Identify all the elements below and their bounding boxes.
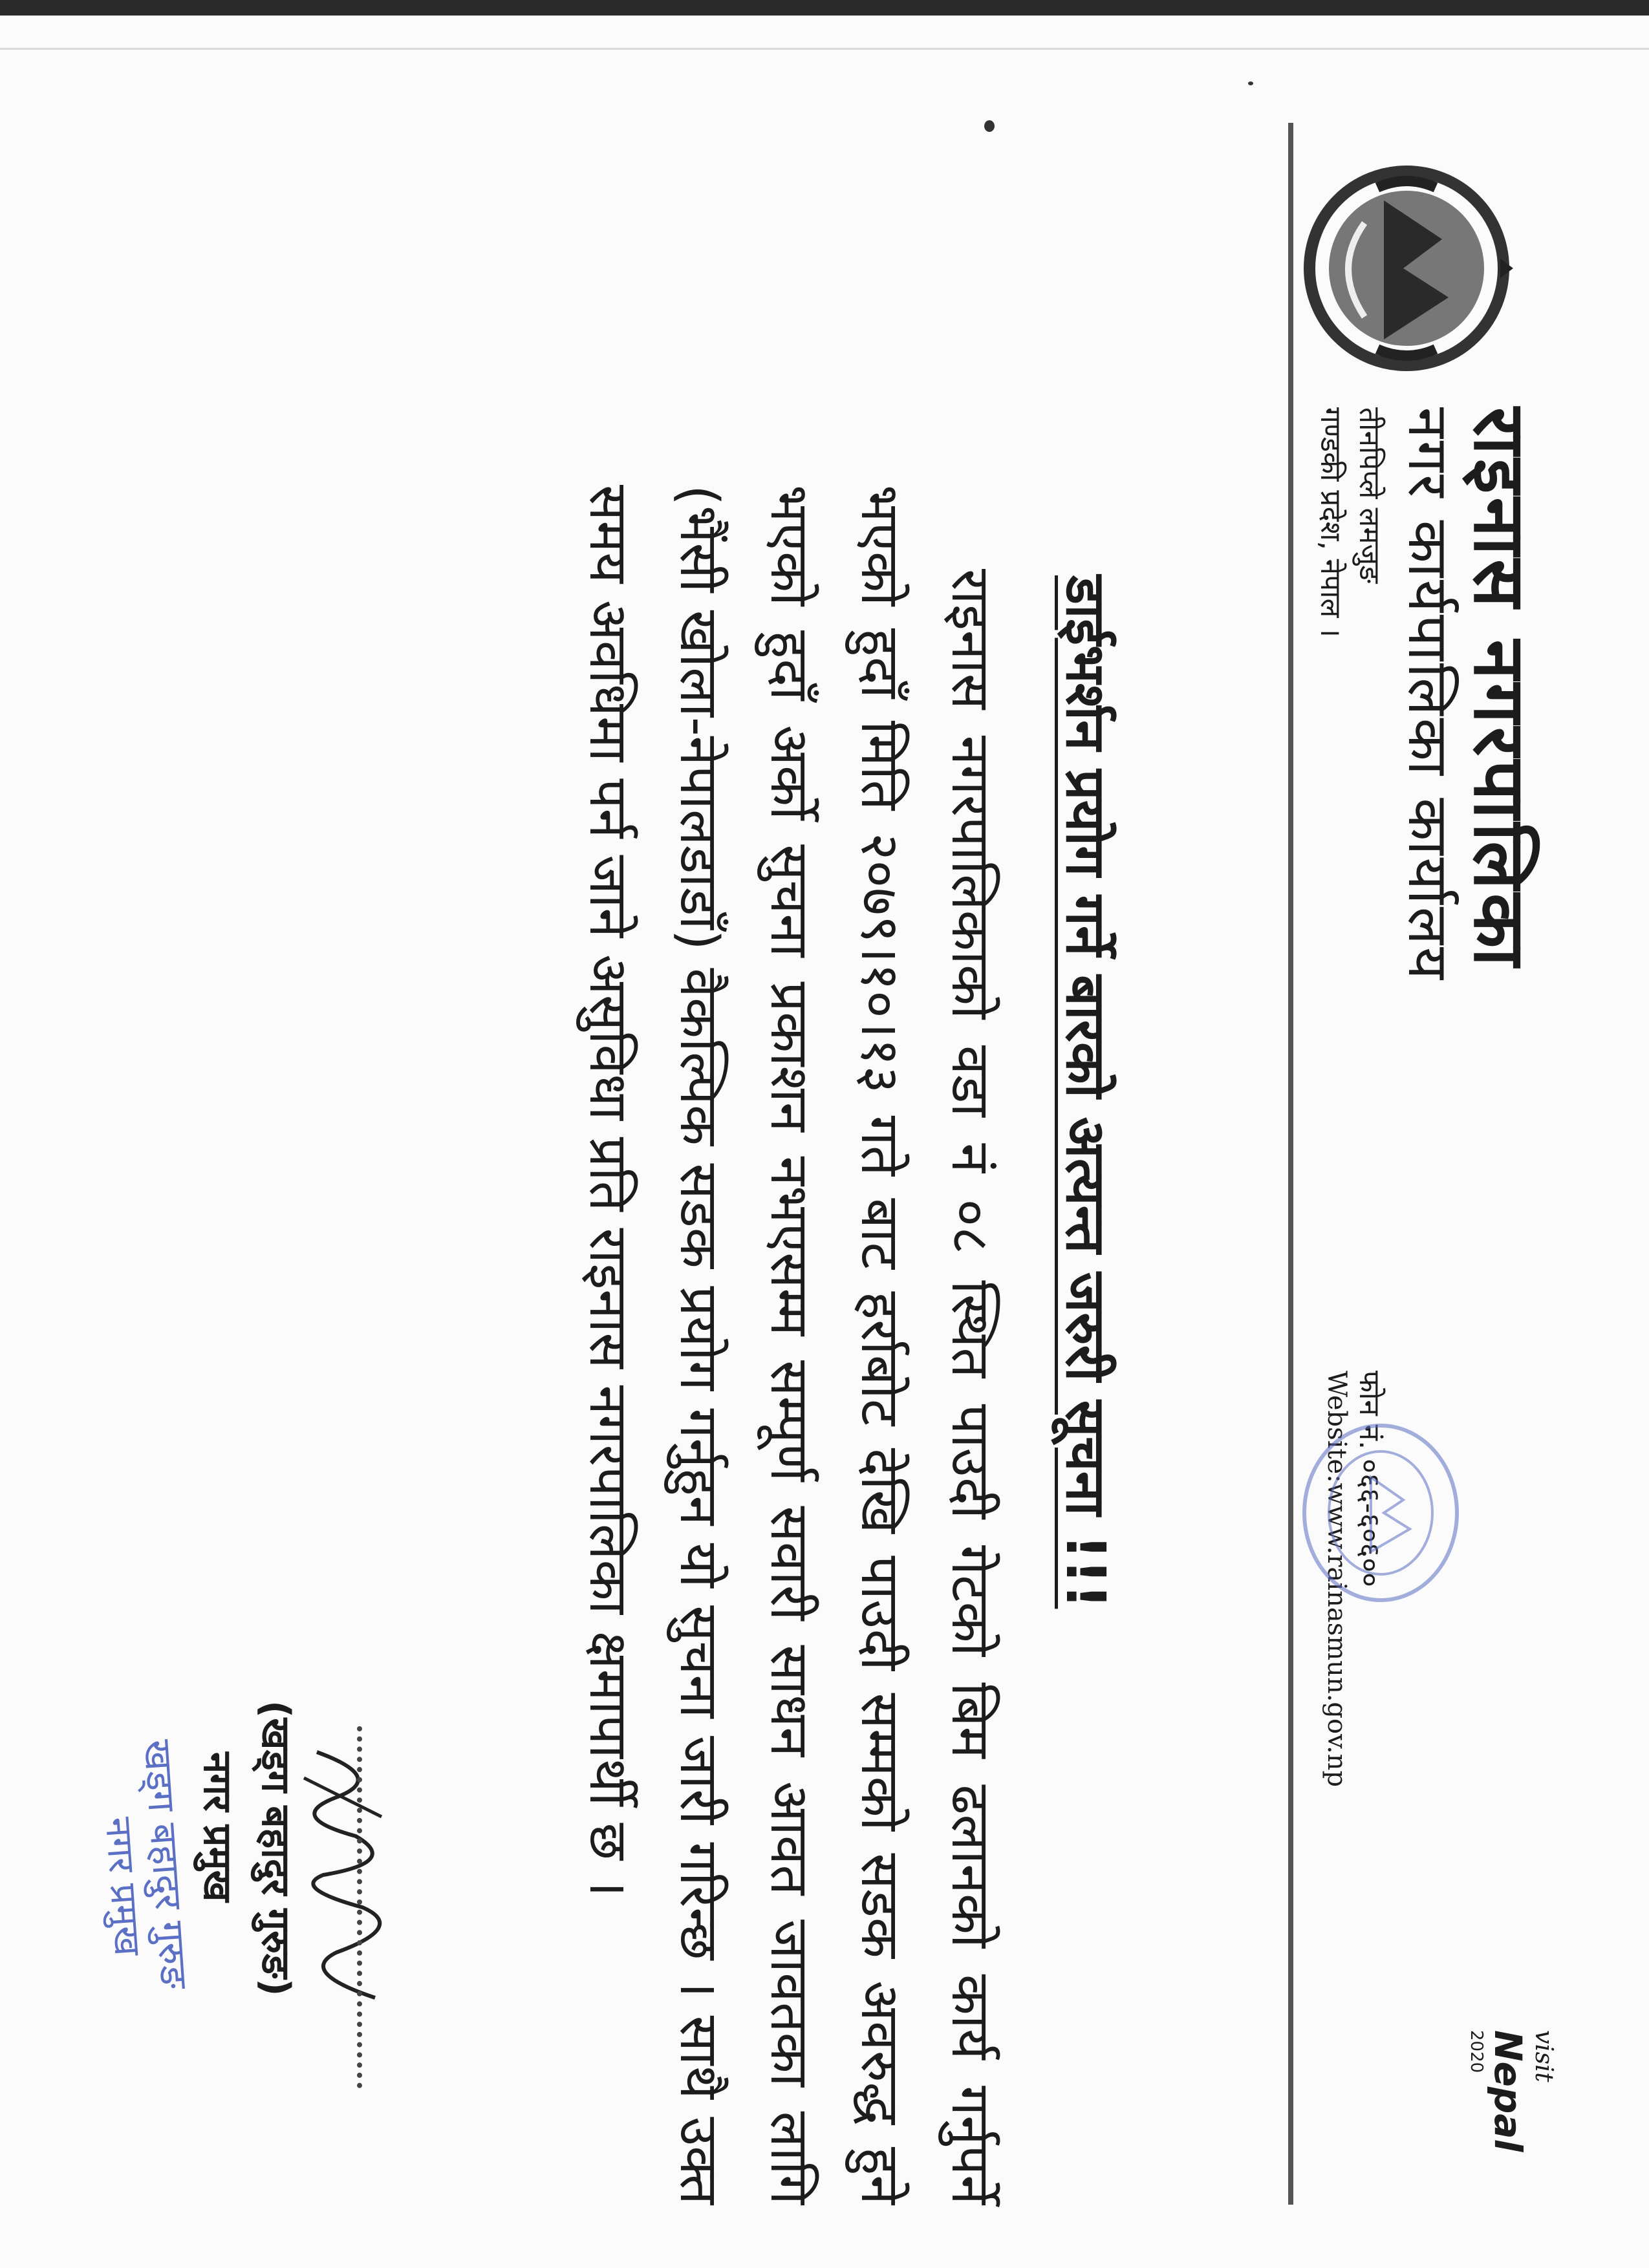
visit-logo-line1: visit xyxy=(1530,2030,1558,2082)
address-line-1: तीनपिप्ले लमजुङ xyxy=(1353,407,1386,584)
header-divider xyxy=(1288,123,1293,2205)
website-link[interactable]: Website:www.rainasmun.gov.np xyxy=(1322,1371,1352,1788)
stamp-signer-name: खड्ग बहादुर गुरुङ xyxy=(135,1738,197,1991)
visit-nepal-logo xyxy=(1410,2030,1558,2198)
handwritten-signature xyxy=(285,1739,414,2011)
visit-logo-line3: 2020 xyxy=(1467,2030,1486,2073)
phone-number: फोन नं. ०६६-६०६०० xyxy=(1353,1371,1386,1588)
stamp-signer-title: नगर प्रमुख xyxy=(96,1815,149,1958)
signature-line xyxy=(357,1726,362,2088)
signer-title: नगर प्रमुख xyxy=(195,1752,240,1902)
address-line-2: गण्डकी प्रदेश, नेपाल । xyxy=(1314,407,1347,637)
scan-edge-line xyxy=(0,48,1649,50)
notice-body xyxy=(563,485,1015,2205)
notice-body-text: राइनास नगरपालिकाको वडा नं ०८ स्थित पाउदी गेटको बिम ढलानको कार्य गर्नुपर्ने भएको हुदाँ मिति २०७९।१०।१३ गते बाट हर्राबोट देखि पाउदी सम्मको सडक अवरुद्ध हुने भएको हुदाँ अर्को सुचना प्रकाशन नभएसम्म सम्पूर्ण सवारी साधन आवत जावतका लागि (भैंसी खोला-नेपालडाडाँ) वैकल्पिक सडक प्रयोग गर्नुहुन यो सुचना जारी गरिन्छ । साथै उक्त समय अवधिमा पर्न जाने असुविधा प्रति राइनास नगरपालिका क्षमापार्थी छ । xyxy=(577,485,1001,2205)
office-seal-stamp xyxy=(1293,1416,1468,1610)
scan-edge-top xyxy=(0,0,1649,16)
document-sheet xyxy=(96,123,1565,2205)
scan-speck xyxy=(1248,81,1253,85)
visit-logo-line2: Nepal xyxy=(1486,2030,1530,2152)
org-name: राइनास नगरपालिका xyxy=(1458,407,1541,970)
notice-title: डाईभर्शन प्रयोग गर्ने बारको अत्यन्त जरुरी सूचना !!! xyxy=(1054,575,1117,1609)
nepal-emblem-logo xyxy=(1300,162,1513,375)
signer-name: (खड्ग बहादुर गुरुङ) xyxy=(253,1700,298,1996)
office-name: नगर कार्यपालिका कार्यालय xyxy=(1396,407,1460,982)
